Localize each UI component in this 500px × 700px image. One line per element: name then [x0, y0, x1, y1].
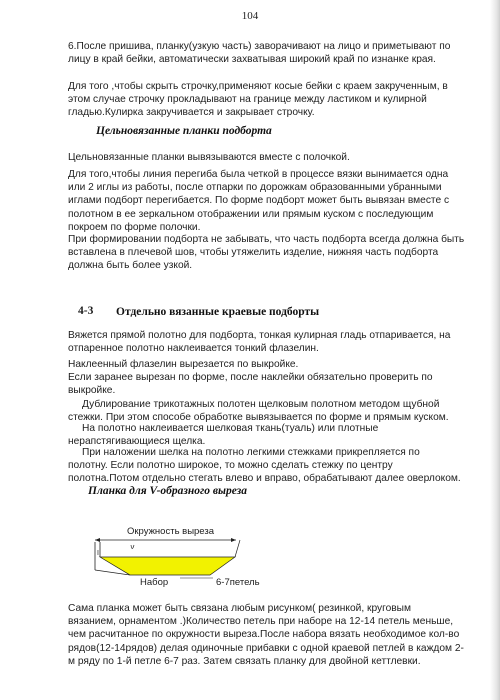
paragraph-10: При наложении шелка на полотно легкими стежками прикрепляется по полотну. Если полотно широкое, то можно сделать стежку по центру полотна.Потом отдельно стегать влево и вправо, обрабатывают далее оверлоком.	[68, 447, 461, 485]
placket-diagram	[80, 520, 265, 590]
heading-v-neck-placket: Планка для V-образного выреза	[88, 485, 247, 497]
paragraph-11: Сама планка может быть связана любым рисунком( резинкой, круговым вязанием, орнаментом .)Количество петель при наборе на 12-14 петель меньше, чем расчитанное по окружности выреза.После набора вязать необходимое кол-во рядов(12-14рядов) делая одиночные прибавки с одной краевой петлей в каждом 2- м ряду по 1-й петле 6-7 раз. Затем связать планку для двойной кеттлевки.	[68, 603, 464, 667]
page-number: 104	[241, 10, 259, 22]
paragraph-7: Наклеенный флазелин вырезается по выкройке. Если заранее вырезан по форме, после наклейки обязательно проверить по выкройке.	[68, 359, 433, 397]
placket-shape	[100, 557, 235, 575]
paragraph-1: 6.После пришива, планку(узкую часть) заворачивают на лицо и приметывают по лицу в край бейки, автоматически захватывая широкий край по изнанке края.	[68, 41, 451, 66]
arrow-head-left	[95, 538, 100, 542]
paragraph-8: Дублирование трикотажных полотен щелковым полотном методом щубной стежки. При этом способе обработке вывязывается по форме и прямым куском.	[68, 399, 449, 424]
placket-notch	[131, 545, 134, 549]
paragraph-3: Цельновязанные планки вывязываются вместе с полочкой.	[68, 152, 350, 163]
paragraph-5: При формировании подборта не забывать, что часть подборта всегда должна быть вставлена в плечевой шов, чтобы утяжелить изделие, нижняя часть подборта должна быть более узкой.	[68, 234, 465, 272]
paragraph-6: Вяжется прямой полотно для подборта, тонкая кулирная гладь отпаривается, на отпаренное полотно наклеивается тонкий флазелин.	[68, 330, 451, 355]
page-edge-shadow	[490, 0, 500, 700]
paragraph-9: На полотно наклеивается шелковая ткань(туаль) или плотные нерапстягивающиеся щелка.	[68, 423, 379, 448]
paragraph-4: Для того,чтобы линия перегиба была четкой в процессе вязки вынимается одна или 2 иглы из работы, после отпарки по дорожкам образованными убранными иглами подборт перегибается. По форме подборт может быть вывязан вместе с полотном в ее зеркальном отображении или прямым куском с последующим покроем по форме полочки.	[68, 169, 450, 233]
placket-right-edge	[235, 540, 240, 557]
paragraph-2: Для того ,чтобы скрыть строчку,применяют косые бейки с краем закрученным, в этом случае строчку прокладывают на границе между ластиком и кулирной гладью.Кулирка закручивается и закрывает строчку.	[68, 81, 448, 119]
label-neckline-circumference: Окружность выреза	[127, 526, 215, 537]
section-number: 4-3	[78, 305, 94, 317]
label-stitch-count: 6-7петель	[216, 577, 260, 588]
heading-integral-plackets: Цельновязанные планки подборта	[96, 125, 272, 137]
arrow-head-right	[231, 538, 236, 542]
heading-separate-plackets: Отдельно вязанные краевые подборты	[116, 306, 320, 318]
label-left-marker: I	[97, 550, 99, 557]
label-cast-on: Набор	[140, 577, 169, 588]
